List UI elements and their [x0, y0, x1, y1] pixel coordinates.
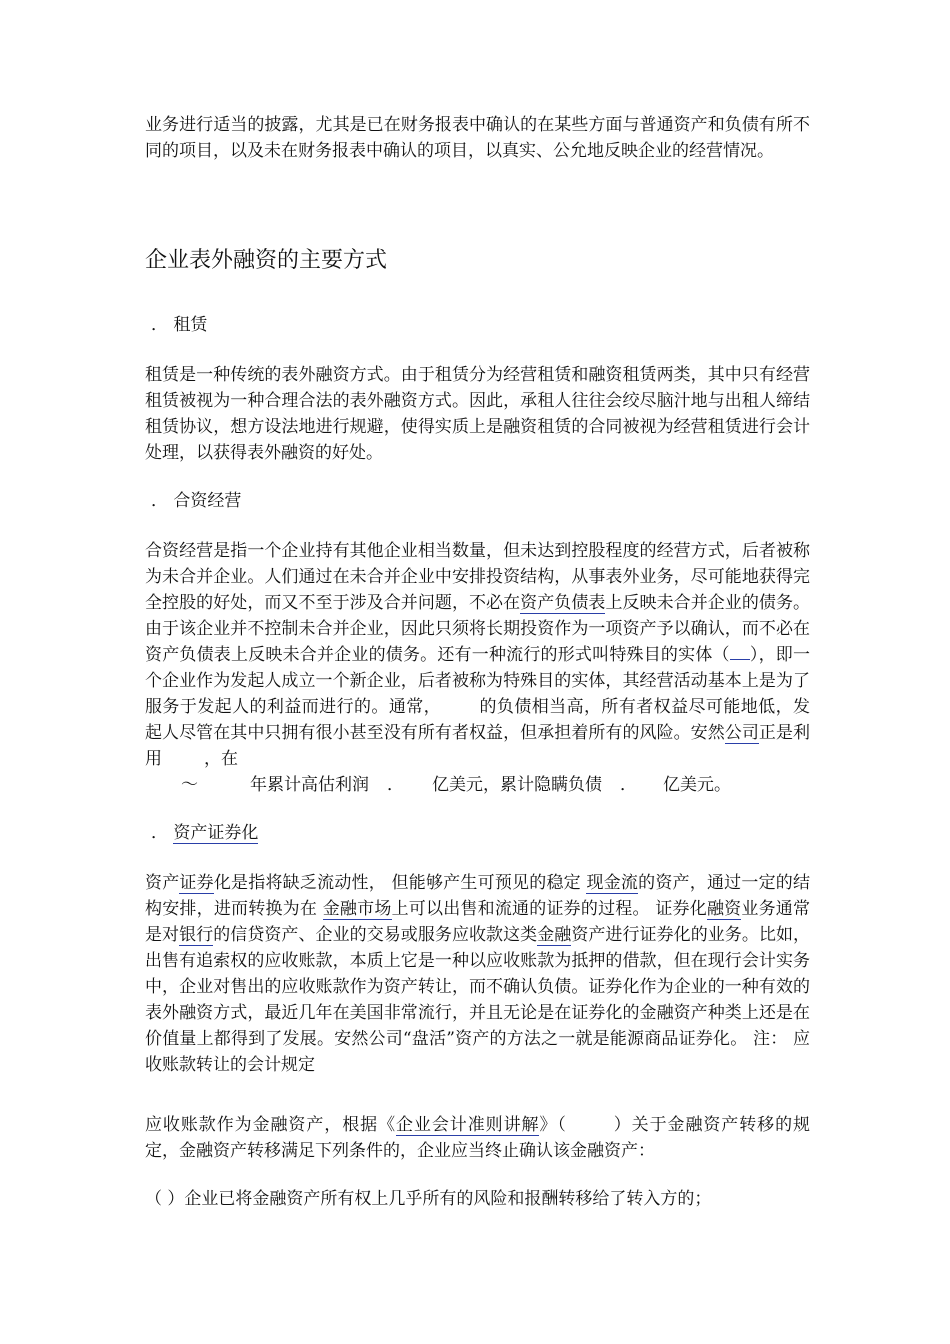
text-segment: 上反映未合并企业的债务。由于该企业并不控制未合并企业，因此只须将长期投资作为一项资产予以确认，而不必在资产负债表上反映未合并企业的债务。还有一种流行的形式叫特殊目的实体（ [145, 593, 811, 665]
text-segment: 合资经营是指一个企业持有其他企业相当数量，但未达到控股程度的经营方式，后者被称为未合并企业。人们通过在未合并企业中安排投资结构，从事表外业务，尽可能地获得完全控股的好处，而又不至于涉及合并问题，不必在 [145, 541, 810, 613]
intro-paragraph: 业务进行适当的披露，尤其是已在财务报表中确认的在某些方面与普通资产和负债有所不同的项目，以及未在财务报表中确认的项目，以真实、公允地反映企业的经营情况。 [145, 115, 810, 161]
text-segment: 亿美元。 [663, 775, 731, 795]
link-asset-securitization[interactable]: 资产证券化 [173, 823, 259, 843]
text-segment: 年累计高估利润 [250, 775, 369, 795]
link-financial-market[interactable]: 金融市场 [322, 899, 392, 919]
text-segment: ），即一个企业作为发起人成立一个新企业，后者被称为特殊目的实体，其经营活动基本上是为了服务于发起人的利益而进行的。通常， [145, 645, 811, 717]
text-segment: 资产 [145, 873, 180, 893]
text-segment: 业务通常是对 [145, 899, 811, 945]
text-segment: 》（ [539, 1115, 567, 1135]
text-segment: ，在 [204, 749, 238, 769]
text-segment: ． [387, 775, 404, 795]
subheading-securitization [151, 820, 810, 846]
text-segment: ～ [181, 775, 198, 795]
securitization-paragraph [145, 870, 810, 1078]
text-segment: 上可以出售和流通的证券的过程。 证券化 [391, 899, 707, 919]
subheading-leasing: ． 租赁 [151, 315, 208, 335]
text-segment: 资产进行证券化的业务。比如，出售有追索权的应收账款，本质上它是一种以应收账款为抵押的借款，但在现行会计实务中，企业对售出的应收账款作为资产转让，而不确认负债。证券化作为企业的一种有效的表外融资方式，最近几年在美国非常流行，并且无论是在证券化的金融资产种类上还是在价值量上都得到了发展。安然公司“盘活”资产的方法之一就是能源商品证券化。 注： 应收账款转让的会计规定 [145, 925, 811, 1075]
condition-paragraph: （ ）企业已将金融资产所有权上几乎所有的风险和报酬转移给了转入方的； [145, 1189, 712, 1209]
text-segment: 应收账款作为金融资产，根据《 [145, 1115, 396, 1135]
receivables-paragraph [145, 1112, 810, 1164]
link-financing[interactable]: 融资 [706, 899, 742, 919]
section-heading: 企业表外融资的主要方式 [145, 248, 388, 273]
link-cash-flow[interactable]: 现金流 [586, 873, 639, 893]
text-segment: 正是利用 [145, 723, 811, 769]
text-segment: 的负债相当高，所有者权益尽可能地低，发起人尽管在其中只拥有很小甚至没有所有者权益，但承担着所有的风险。安然 [145, 697, 811, 743]
text-segment: 的资产，通过一定的结构安排，进而转换为在 [145, 873, 811, 919]
link-bank[interactable]: 银行 [179, 925, 214, 945]
link-company[interactable]: 公司 [724, 723, 759, 743]
subheading-joint-venture: ． 合资经营 [151, 491, 242, 511]
text-segment: ． [620, 775, 637, 795]
link-securities[interactable]: 证券 [179, 873, 214, 893]
link-spe[interactable] [730, 659, 750, 660]
leasing-paragraph: 租赁是一种传统的表外融资方式。由于租赁分为经营租赁和融资租赁两类，其中只有经营租赁被视为一种合理合法的表外融资方式。因此，承租人往往会绞尽脑汁地与出租人缔结租赁协议，想方设法地进行规避，使得实质上是融资租赁的合同被视为经营租赁进行会计处理，以获得表外融资的好处。 [145, 365, 810, 463]
joint-venture-paragraph [145, 538, 810, 798]
text-segment: 化是指将缺乏流动性， 但能够产生可预见的稳定 [213, 873, 587, 893]
subheading-prefix: ． [151, 823, 174, 843]
link-accounting-standards[interactable]: 企业会计准则讲解 [396, 1115, 540, 1135]
link-finance[interactable]: 金融 [537, 925, 572, 945]
link-balance-sheet[interactable]: 资产负债表 [520, 593, 606, 613]
text-segment: 的信贷资产、企业的交易或服务应收款这类 [213, 925, 538, 945]
text-segment: ）关于金融资产转移的规定，金融资产转移满足下列条件的，企业应当终止确认该金融资产： [145, 1115, 811, 1161]
text-segment: 亿美元，累计隐瞒负债 [432, 775, 602, 795]
document-page [145, 112, 810, 1234]
